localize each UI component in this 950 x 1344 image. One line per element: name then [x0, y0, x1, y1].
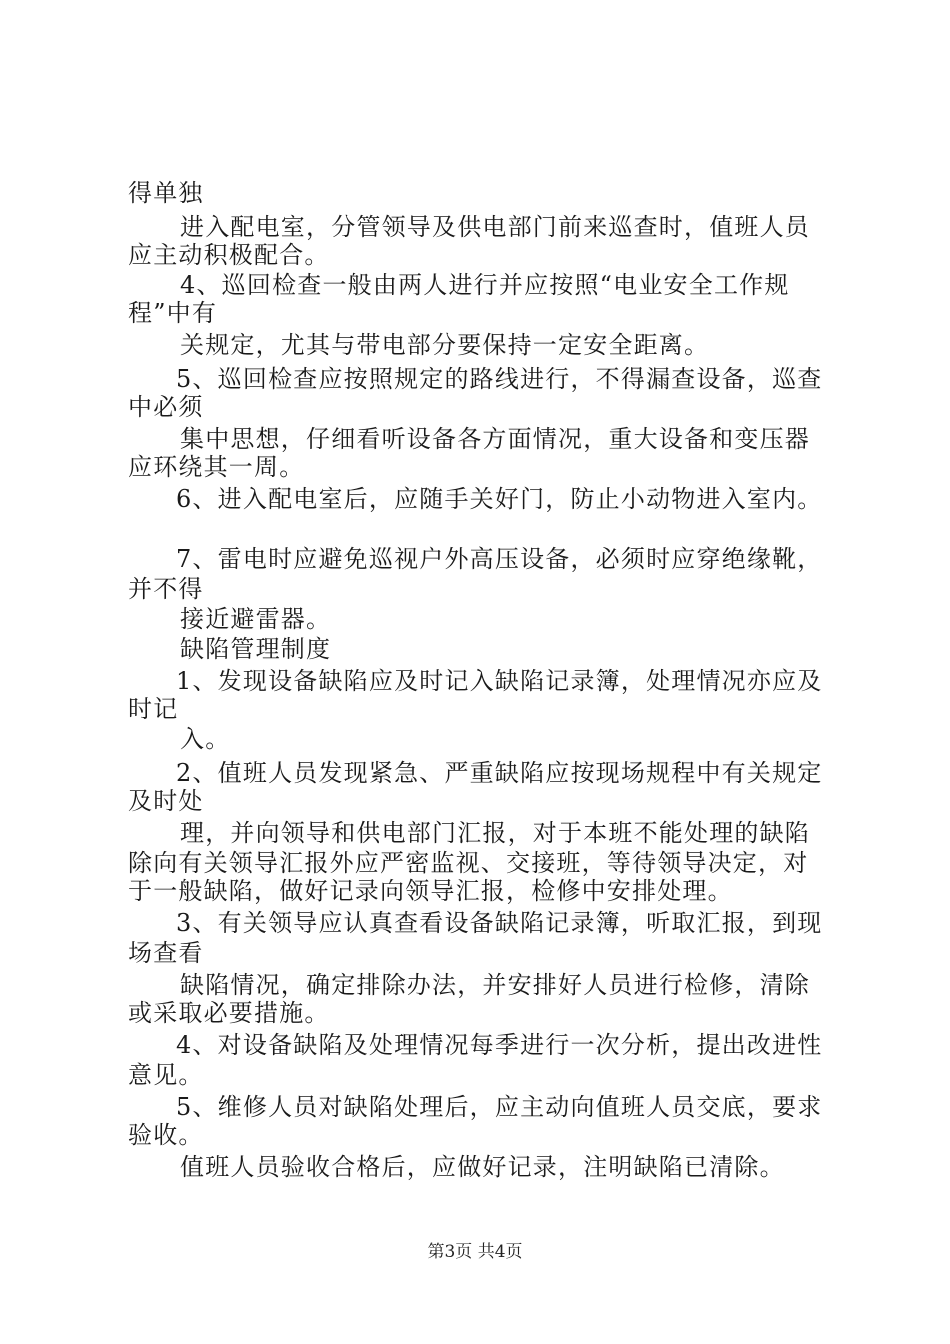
text-line: 5、巡回检查应按照规定的路线进行，不得漏查设备，巡查: [176, 365, 823, 393]
text-line: 或采取必要措施。: [128, 999, 330, 1027]
text-line: 于一般缺陷，做好记录向领导汇报，检修中安排处理。: [128, 877, 733, 905]
text-line: 除向有关领导汇报外应严密监视、交接班，等待领导决定，对: [128, 849, 809, 877]
text-line: 程”中有: [128, 299, 218, 327]
text-line: 场查看: [128, 939, 204, 967]
text-line: 时记: [128, 695, 179, 723]
text-line: 并不得: [128, 575, 204, 603]
text-line: 应主动积极配合。: [128, 241, 330, 269]
text-line: 4、巡回检查一般由两人进行并应按照“电业安全工作规: [180, 271, 790, 299]
text-line: 验收。: [128, 1121, 204, 1149]
text-line: 值班人员验收合格后，应做好记录，注明缺陷已清除。: [180, 1153, 785, 1181]
section-heading: 缺陷管理制度: [180, 635, 332, 663]
page-number: 第3页 共4页: [427, 1242, 523, 1262]
text-line: 关规定，尤其与带电部分要保持一定安全距离。: [180, 331, 710, 359]
text-line: 集中思想，仔细看听设备各方面情况，重大设备和变压器: [180, 425, 810, 453]
text-line: 6、进入配电室后，应随手关好门，防止小动物进入室内。: [176, 485, 823, 513]
text-line: 5、维修人员对缺陷处理后，应主动向值班人员交底，要求: [176, 1093, 823, 1121]
text-line: 意见。: [128, 1061, 204, 1089]
text-line: 3、有关领导应认真查看设备缺陷记录簿，听取汇报，到现: [176, 909, 823, 937]
text-line: 7、雷电时应避免巡视户外高压设备，必须时应穿绝缘靴，: [176, 545, 823, 573]
text-line: 接近避雷器。: [180, 605, 332, 633]
text-line: 中必须: [128, 393, 204, 421]
text-line: 1、发现设备缺陷应及时记入缺陷记录簿，处理情况亦应及: [176, 667, 823, 695]
text-line: 应环绕其一周。: [128, 453, 305, 481]
text-line: 理，并向领导和供电部门汇报，对于本班不能处理的缺陷: [180, 819, 810, 847]
text-line: 入。: [180, 725, 231, 753]
text-line: 进入配电室，分管领导及供电部门前来巡查时，值班人员: [180, 213, 810, 241]
text-line: 缺陷情况，确定排除办法，并安排好人员进行检修，清除: [180, 971, 810, 999]
text-line: 2、值班人员发现紧急、严重缺陷应按现场规程中有关规定: [176, 759, 823, 787]
text-line: 4、对设备缺陷及处理情况每季进行一次分析，提出改进性: [176, 1031, 823, 1059]
text-line: 得单独: [128, 179, 204, 207]
text-line: 及时处: [128, 787, 204, 815]
